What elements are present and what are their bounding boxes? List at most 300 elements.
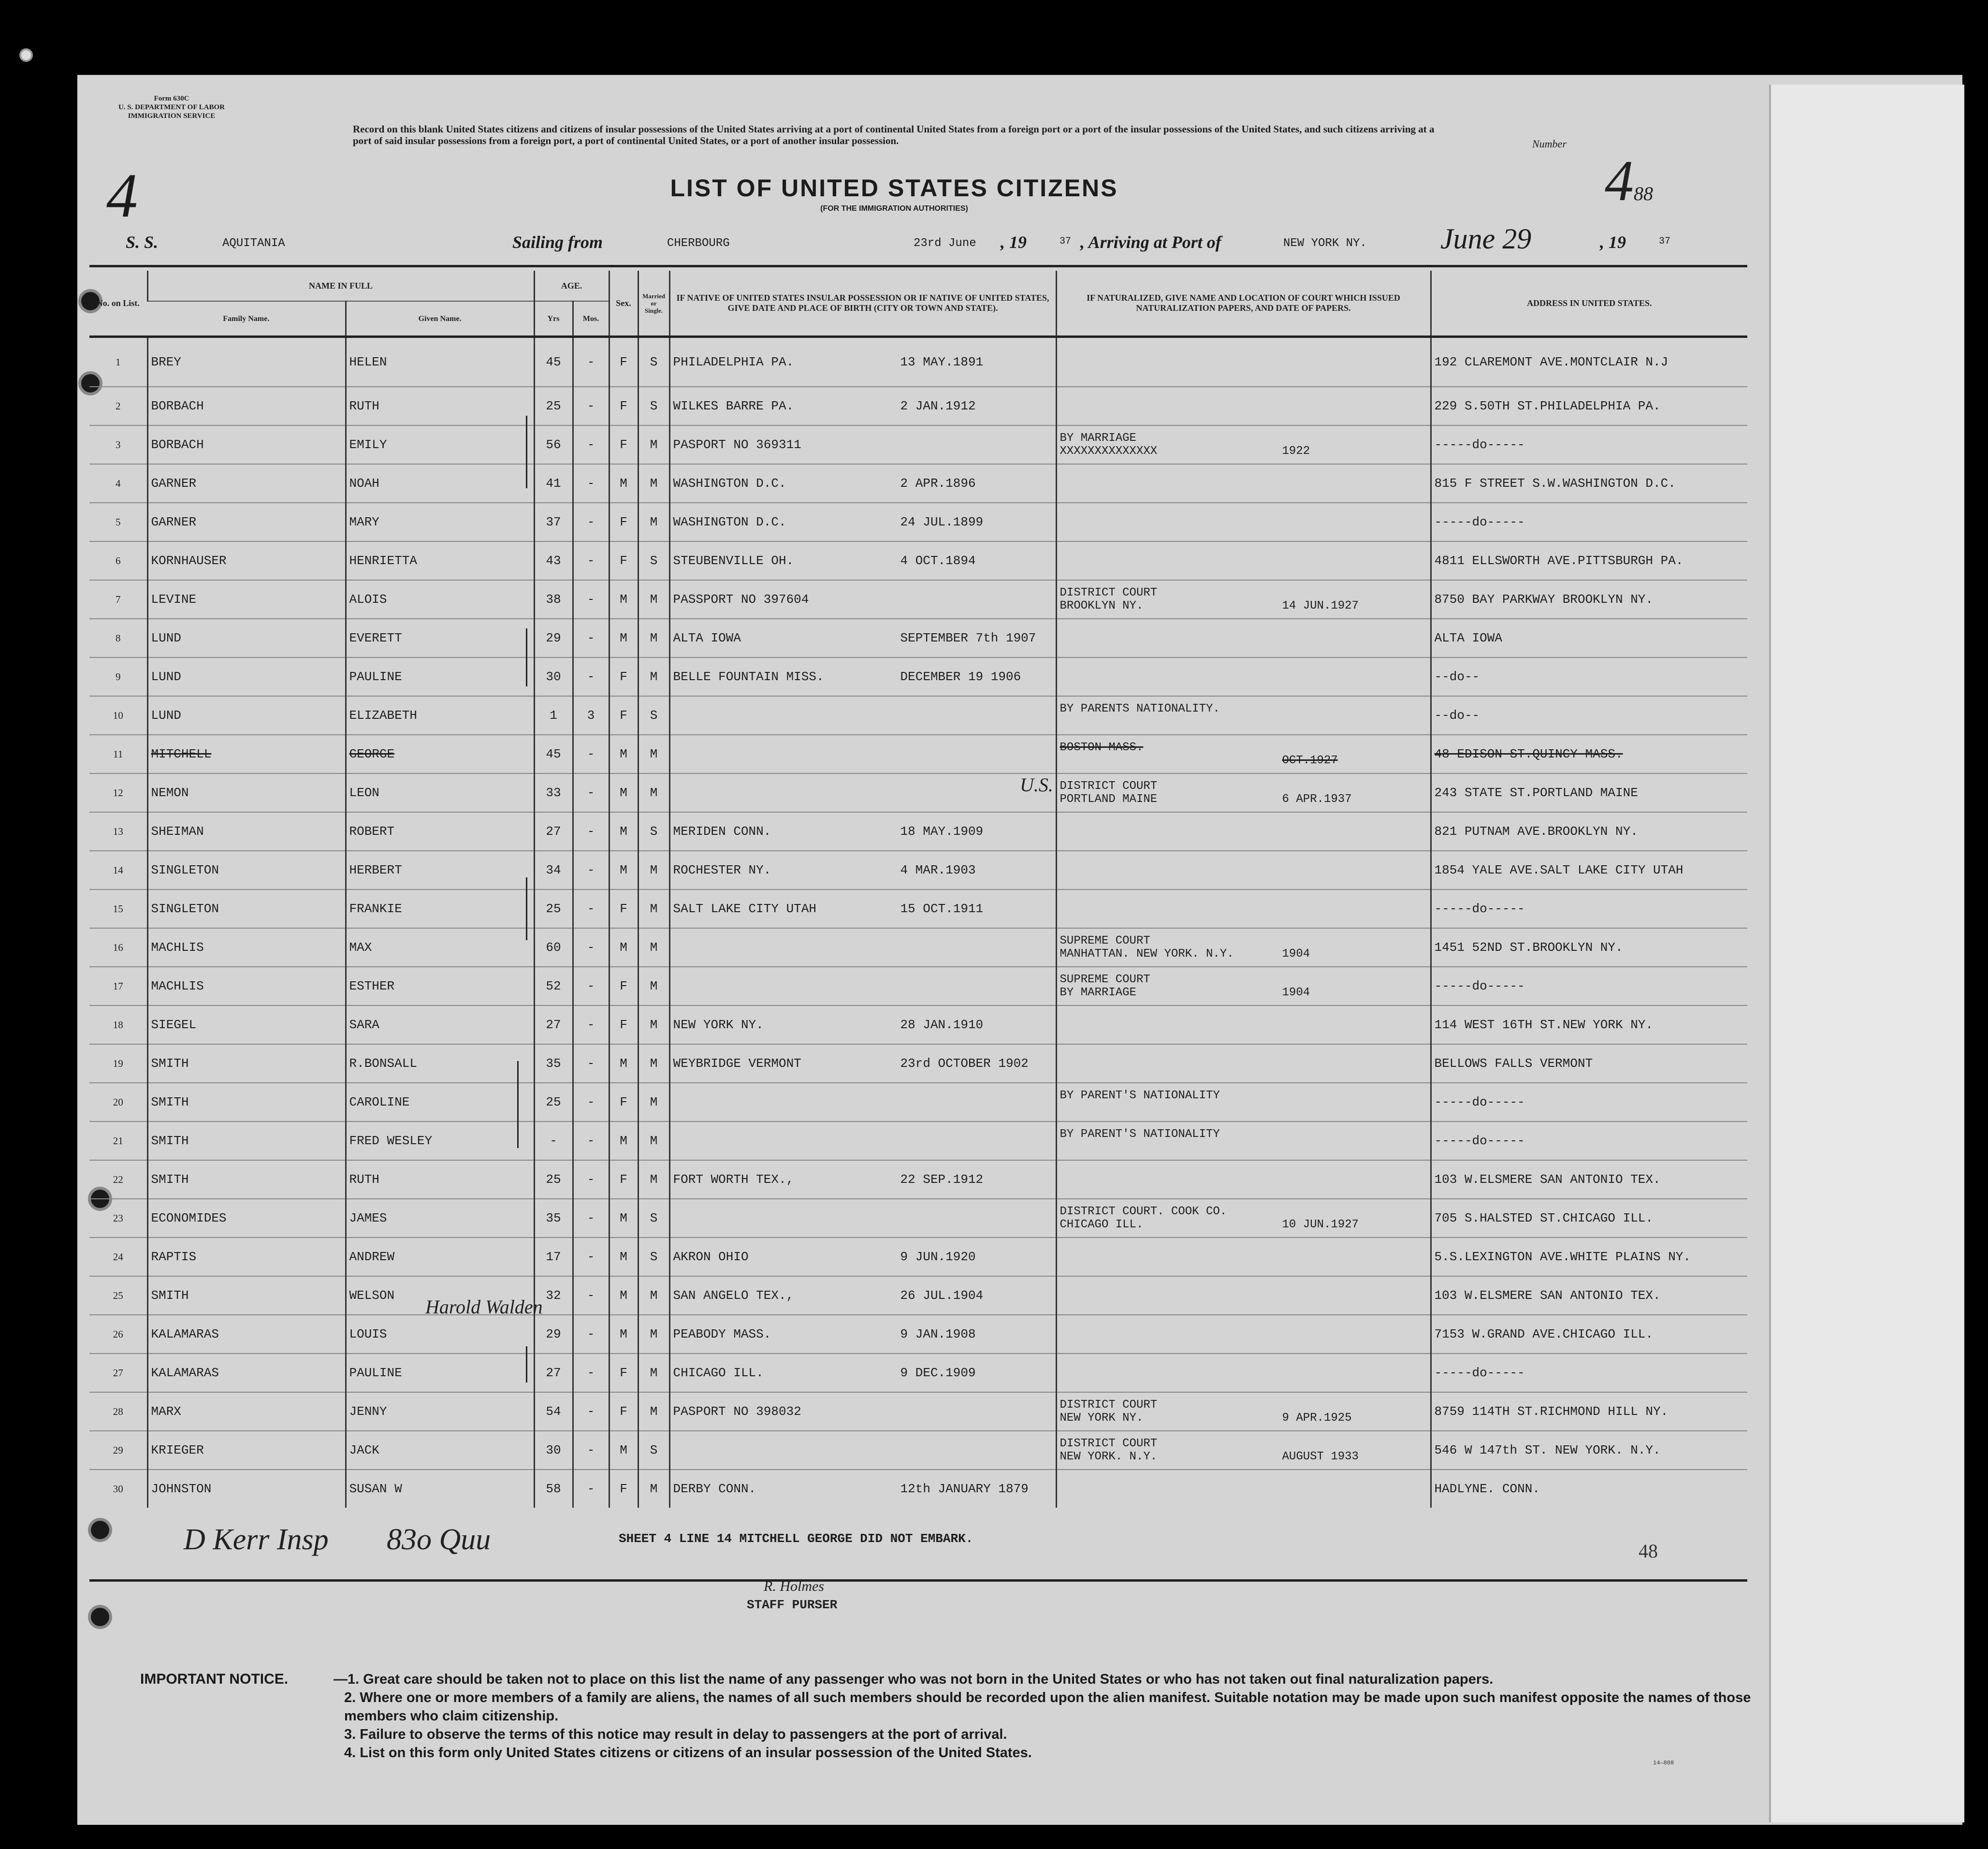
marital-status: M	[638, 580, 669, 619]
age-months: -	[573, 735, 609, 773]
us-address: 546 W 147th ST. NEW YORK. N.Y.	[1431, 1431, 1747, 1470]
arrival-year-prefix: , 19	[1600, 233, 1626, 252]
birth-place: SALT LAKE CITY UTAH	[673, 902, 816, 916]
row-number: 25	[89, 1276, 147, 1315]
arrival-port: NEW YORK NY.	[1283, 237, 1367, 250]
naturalization-court: BY PARENT'S NATIONALITY	[1059, 1089, 1220, 1102]
age-years: 27	[534, 1354, 573, 1392]
naturalization-line2	[1060, 1450, 1427, 1463]
table-row	[89, 1431, 1747, 1470]
birth-info	[669, 1276, 1056, 1315]
us-address: 815 F STREET S.W.WASHINGTON D.C.	[1431, 464, 1747, 503]
naturalization-info	[1056, 1276, 1431, 1315]
row-number: 15	[89, 889, 147, 928]
given-name: MARY	[346, 503, 534, 541]
birth-info	[669, 696, 1056, 735]
naturalization-court: BY PARENT'S NATIONALITY	[1059, 1128, 1220, 1141]
age-years: 56	[534, 425, 573, 464]
age-months: -	[573, 425, 609, 464]
naturalization-line2	[1060, 903, 1427, 916]
marital-status: M	[638, 1315, 669, 1354]
family-name: SMITH	[147, 1044, 346, 1083]
naturalization-info	[1056, 580, 1431, 619]
age-years: 25	[534, 889, 573, 928]
age-years: 45	[534, 735, 573, 773]
purser-signature: R. Holmes	[764, 1578, 824, 1594]
family-name: KORNHAUSER	[147, 541, 346, 580]
given-name: PAULINE	[346, 657, 534, 696]
signature-inspector: D Kerr Insp	[184, 1523, 329, 1556]
sex: F	[609, 1354, 638, 1392]
given-name: SARA	[346, 1005, 534, 1044]
sex: F	[609, 696, 638, 735]
birth-date: 4 MAR.1903	[900, 863, 976, 877]
age-years: 29	[534, 1315, 573, 1354]
age-months: -	[573, 1354, 609, 1392]
family-name: SIEGEL	[147, 1005, 346, 1044]
us-address: 1854 YALE AVE.SALT LAKE CITY UTAH	[1431, 851, 1747, 889]
sex: F	[609, 387, 638, 425]
sex: F	[609, 1392, 638, 1431]
naturalization-info	[1056, 503, 1431, 541]
row-number: 26	[89, 1315, 147, 1354]
age-years: 60	[534, 928, 573, 967]
given-name: SUSAN W	[346, 1470, 534, 1508]
family-name: LUND	[147, 619, 346, 657]
birth-info	[669, 1005, 1056, 1044]
birth-place: WILKES BARRE PA.	[673, 399, 794, 413]
birth-date: 18 MAY.1909	[900, 824, 984, 839]
age-months: -	[573, 773, 609, 812]
footnote: SHEET 4 LINE 14 MITCHELL GEORGE DID NOT EMBARK.	[619, 1531, 973, 1546]
naturalization-court: DISTRICT COURT	[1059, 1437, 1158, 1450]
naturalization-line2	[1060, 1173, 1427, 1186]
row-number: 14	[89, 851, 147, 889]
sex: F	[609, 1470, 638, 1508]
age-months: -	[573, 812, 609, 851]
birth-info	[669, 812, 1056, 851]
table-row	[89, 387, 1747, 425]
birth-place: PASPORT NO 398032	[673, 1404, 801, 1419]
age-years: 27	[534, 1005, 573, 1044]
birth-info	[669, 735, 1056, 773]
naturalization-line2	[1060, 1019, 1427, 1032]
birth-info	[669, 619, 1056, 657]
birth-place: STEUBENVILLE OH.	[673, 553, 794, 568]
marital-status: S	[638, 387, 669, 425]
naturalization-line2	[1060, 356, 1427, 369]
purser-title: STAFF PURSER	[747, 1598, 838, 1612]
table-row	[89, 735, 1747, 773]
form-code: 14—808	[1653, 1760, 1674, 1766]
table-row	[89, 1392, 1747, 1431]
family-name: LEVINE	[147, 580, 346, 619]
birth-place: PEABODY MASS.	[673, 1327, 771, 1341]
age-months: -	[573, 1470, 609, 1508]
age-months: -	[573, 337, 609, 387]
us-address: -----do-----	[1431, 425, 1747, 464]
passenger-table	[89, 271, 1747, 1508]
signature-annotation: 83o Quu	[387, 1523, 491, 1556]
naturalization-line2	[1060, 516, 1427, 529]
family-name: BORBACH	[147, 425, 346, 464]
family-name: KALAMARAS	[147, 1315, 346, 1354]
age-years: 25	[534, 1083, 573, 1121]
age-years: 25	[534, 387, 573, 425]
row-number: 22	[89, 1160, 147, 1199]
naturalization-info	[1056, 1083, 1431, 1121]
age-months: -	[573, 1160, 609, 1199]
age-months: -	[573, 619, 609, 657]
notice-lead: IMPORTANT NOTICE.	[140, 1671, 289, 1687]
naturalization-line2	[1060, 670, 1427, 684]
row-number: 27	[89, 1354, 147, 1392]
sailing-year-suffix: 37	[1059, 236, 1072, 247]
naturalization-date: 1904	[1282, 947, 1310, 961]
sailing-year-prefix: , 19	[1001, 233, 1027, 252]
age-months: -	[573, 1199, 609, 1238]
sex: F	[609, 1160, 638, 1199]
birth-date: 2 APR.1896	[900, 476, 976, 491]
naturalization-info	[1056, 1199, 1431, 1238]
header-sex: Sex.	[609, 271, 638, 337]
naturalization-line2	[1060, 864, 1427, 877]
given-name: ELIZABETH	[346, 696, 534, 735]
birth-place: BELLE FOUNTAIN MISS.	[673, 670, 824, 684]
naturalization-date: 10 JUN.1927	[1282, 1218, 1359, 1231]
given-name: NOAH	[346, 464, 534, 503]
marital-status: S	[638, 1431, 669, 1470]
naturalization-court: SUPREME COURT	[1059, 934, 1150, 947]
header-family-name: Family Name.	[147, 301, 346, 337]
us-address: -----do-----	[1431, 503, 1747, 541]
given-name: ESTHER	[346, 967, 534, 1005]
marital-status: M	[638, 967, 669, 1005]
given-name: MAX	[346, 928, 534, 967]
age-years: 35	[534, 1199, 573, 1238]
family-name: BREY	[147, 337, 346, 387]
bracket-mark	[526, 628, 527, 686]
table-row	[89, 619, 1747, 657]
birth-date: DECEMBER 19 1906	[900, 670, 1021, 684]
age-years: 30	[534, 1431, 573, 1470]
sex: M	[609, 580, 638, 619]
naturalization-line2	[1060, 1483, 1427, 1496]
list-number	[1605, 147, 1653, 214]
naturalization-line2	[1060, 793, 1427, 806]
notice-item: 3. Failure to observe the terms of this notice may result in delay to passengers at the port of arrival.	[344, 1727, 1007, 1742]
age-months: -	[573, 657, 609, 696]
given-name: WELSON	[346, 1276, 534, 1315]
birth-place: MERIDEN CONN.	[673, 824, 771, 839]
naturalization-info	[1056, 1005, 1431, 1044]
marital-status: M	[638, 851, 669, 889]
family-name: LUND	[147, 657, 346, 696]
row-number: 3	[89, 425, 147, 464]
table-row	[89, 1354, 1747, 1392]
naturalization-location: NEW YORK. N.Y.	[1059, 1450, 1158, 1463]
birth-date: 23rd OCTOBER 1902	[900, 1056, 1029, 1071]
naturalization-line2	[1060, 754, 1427, 767]
list-number-printed: 88	[1634, 183, 1653, 204]
naturalization-line2	[1060, 445, 1427, 458]
marital-status: M	[638, 1392, 669, 1431]
given-name: PAULINE	[346, 1354, 534, 1392]
marital-status: M	[638, 889, 669, 928]
birth-info	[669, 657, 1056, 696]
given-name: JENNY	[346, 1392, 534, 1431]
row-number: 11	[89, 735, 147, 773]
naturalization-location: NEW YORK NY.	[1059, 1412, 1144, 1425]
given-name: HELEN	[346, 337, 534, 387]
us-address: 8750 BAY PARKWAY BROOKLYN NY.	[1431, 580, 1747, 619]
header-top-rule	[89, 265, 1747, 267]
sailing-date: 23rd June	[914, 237, 976, 250]
list-number-handwritten: 4	[1605, 148, 1634, 213]
given-name: LEON	[346, 773, 534, 812]
sex: F	[609, 337, 638, 387]
table-row	[89, 1470, 1747, 1508]
naturalization-court: BY MARRIAGE	[1059, 432, 1136, 445]
table-row	[89, 1199, 1747, 1238]
table-row	[89, 1276, 1747, 1315]
row-number: 30	[89, 1470, 147, 1508]
naturalization-line2	[1060, 1251, 1427, 1264]
header-name-in-full: NAME IN FULL	[147, 271, 534, 301]
table-row	[89, 1121, 1747, 1160]
table-bottom-rule	[89, 1579, 1747, 1582]
table-row	[89, 773, 1747, 812]
birth-info	[669, 464, 1056, 503]
naturalization-line2	[1060, 986, 1427, 999]
us-address: 7153 W.GRAND AVE.CHICAGO ILL.	[1431, 1315, 1747, 1354]
marital-status: M	[638, 1005, 669, 1044]
marital-status: S	[638, 541, 669, 580]
birth-date: 9 JUN.1920	[900, 1250, 976, 1264]
sex: F	[609, 541, 638, 580]
given-name: FRED WESLEY	[346, 1121, 534, 1160]
marital-status: M	[638, 1160, 669, 1199]
age-months: -	[573, 1005, 609, 1044]
birth-place: CHICAGO ILL.	[673, 1366, 764, 1380]
naturalization-info	[1056, 851, 1431, 889]
age-months: -	[573, 464, 609, 503]
table-row	[89, 812, 1747, 851]
row-number: 7	[89, 580, 147, 619]
table-row	[89, 657, 1747, 696]
naturalization-info	[1056, 619, 1431, 657]
naturalization-info	[1056, 1315, 1431, 1354]
age-years: 30	[534, 657, 573, 696]
us-address: 103 W.ELSMERE SAN ANTONIO TEX.	[1431, 1160, 1747, 1199]
table-row	[89, 337, 1747, 387]
table-row	[89, 967, 1747, 1005]
marital-status: S	[638, 1199, 669, 1238]
birth-info	[669, 1044, 1056, 1083]
naturalization-line2	[1060, 1328, 1427, 1341]
header-no: No. on List.	[96, 298, 140, 308]
bracket-mark	[526, 877, 527, 940]
naturalization-info	[1056, 337, 1431, 387]
naturalization-info	[1056, 541, 1431, 580]
birth-place: WASHINGTON D.C.	[673, 476, 786, 491]
age-years: 52	[534, 967, 573, 1005]
birth-info	[669, 580, 1056, 619]
table-row	[89, 889, 1747, 928]
age-months: -	[573, 1083, 609, 1121]
table-row	[89, 1315, 1747, 1354]
family-name: SMITH	[147, 1276, 346, 1315]
sex: M	[609, 619, 638, 657]
birth-info	[669, 503, 1056, 541]
us-address: 1451 52ND ST.BROOKLYN NY.	[1431, 928, 1747, 967]
naturalization-date: 6 APR.1937	[1282, 793, 1352, 806]
naturalization-location: XXXXXXXXXXXXXX	[1059, 445, 1158, 458]
table-row	[89, 1044, 1747, 1083]
naturalization-line2	[1060, 1141, 1427, 1154]
ship-name: AQUITANIA	[222, 237, 285, 250]
birth-info	[669, 1431, 1056, 1470]
birth-date: 15 OCT.1911	[900, 902, 984, 916]
birth-info	[669, 541, 1056, 580]
naturalization-location: BY MARRIAGE	[1059, 986, 1136, 999]
marital-status: S	[638, 696, 669, 735]
arriving-label: , Arriving at Port of	[1080, 233, 1221, 252]
marital-status: M	[638, 425, 669, 464]
sex: M	[609, 1315, 638, 1354]
row-number: 10	[89, 696, 147, 735]
bracket-mark	[526, 416, 527, 488]
age-years: 41	[534, 464, 573, 503]
birth-date: 22 SEP.1912	[900, 1172, 984, 1187]
marital-status: M	[638, 1121, 669, 1160]
age-months: -	[573, 1121, 609, 1160]
page-subtitle: (FOR THE IMMIGRATION AUTHORITIES)	[820, 204, 968, 213]
family-name: SHEIMAN	[147, 812, 346, 851]
sex: M	[609, 1276, 638, 1315]
given-name: GEORGE	[346, 735, 534, 773]
naturalization-info	[1056, 1354, 1431, 1392]
sex: M	[609, 1044, 638, 1083]
marital-status: M	[638, 619, 669, 657]
naturalization-line2	[1060, 947, 1427, 961]
naturalization-line2	[1060, 1412, 1427, 1425]
age-months: -	[573, 387, 609, 425]
age-months: 3	[573, 696, 609, 735]
family-name: NEMON	[147, 773, 346, 812]
age-years: 34	[534, 851, 573, 889]
marital-status: M	[638, 464, 669, 503]
sex: M	[609, 1199, 638, 1238]
us-address: -----do-----	[1431, 1121, 1747, 1160]
arrival-date: June 29	[1440, 223, 1532, 255]
naturalization-court: DISTRICT COURT	[1059, 780, 1158, 793]
family-name: MITCHELL	[147, 735, 346, 773]
us-address: 229 S.50TH ST.PHILADELPHIA PA.	[1431, 387, 1747, 425]
marital-status: M	[638, 657, 669, 696]
corner-handwritten-number: 4	[106, 161, 138, 231]
birth-info	[669, 337, 1056, 387]
row-number: 23	[89, 1199, 147, 1238]
birth-info	[669, 1238, 1056, 1276]
birth-info	[669, 1470, 1056, 1508]
us-address: 103 W.ELSMERE SAN ANTONIO TEX.	[1431, 1276, 1747, 1315]
us-address: 821 PUTNAM AVE.BROOKLYN NY.	[1431, 812, 1747, 851]
age-years: 38	[534, 580, 573, 619]
header-mos: Mos.	[573, 301, 609, 337]
naturalization-info	[1056, 1121, 1431, 1160]
row-number: 16	[89, 928, 147, 967]
birth-info	[669, 967, 1056, 1005]
birth-place: ALTA IOWA	[673, 631, 741, 645]
age-months: -	[573, 851, 609, 889]
us-address: -----do-----	[1431, 1354, 1747, 1392]
row-number: 2	[89, 387, 147, 425]
row-number: 9	[89, 657, 147, 696]
birth-info	[669, 425, 1056, 464]
age-months: -	[573, 1431, 609, 1470]
row-number: 29	[89, 1431, 147, 1470]
service-name: IMMIGRATION SERVICE	[128, 112, 216, 120]
marital-status: M	[638, 928, 669, 967]
row-number: 24	[89, 1238, 147, 1276]
birth-info	[669, 928, 1056, 967]
sex: M	[609, 928, 638, 967]
naturalization-info	[1056, 1470, 1431, 1508]
age-years: 35	[534, 1044, 573, 1083]
naturalization-line2	[1060, 1367, 1427, 1380]
family-name: RAPTIS	[147, 1238, 346, 1276]
header-yrs: Yrs	[534, 301, 573, 337]
naturalization-date: AUGUST 1933	[1282, 1450, 1359, 1463]
birth-date: 26 JUL.1904	[900, 1288, 984, 1303]
naturalization-court: DISTRICT COURT	[1059, 586, 1158, 599]
age-months: -	[573, 967, 609, 1005]
birth-date: 28 JAN.1910	[900, 1018, 984, 1032]
age-months: -	[573, 1315, 609, 1354]
naturalization-info	[1056, 1160, 1431, 1199]
age-years: 32	[534, 1276, 573, 1315]
naturalization-date: 1904	[1282, 986, 1310, 999]
naturalization-line2	[1060, 1102, 1427, 1115]
row-number: 18	[89, 1005, 147, 1044]
naturalization-info	[1056, 889, 1431, 928]
naturalization-info	[1056, 928, 1431, 967]
age-years: 54	[534, 1392, 573, 1431]
age-years: -	[534, 1121, 573, 1160]
age-years: 25	[534, 1160, 573, 1199]
age-months: -	[573, 1238, 609, 1276]
age-months: -	[573, 1276, 609, 1315]
given-name: JACK	[346, 1431, 534, 1470]
sex: M	[609, 812, 638, 851]
naturalization-info	[1056, 387, 1431, 425]
table-row	[89, 1083, 1747, 1121]
given-name: FRANKIE	[346, 889, 534, 928]
marital-status: M	[638, 1044, 669, 1083]
table-row	[89, 580, 1747, 619]
row-number: 4	[89, 464, 147, 503]
birth-date: 9 JAN.1908	[900, 1327, 976, 1341]
marital-status: M	[638, 1083, 669, 1121]
sex: F	[609, 967, 638, 1005]
marital-status: M	[638, 773, 669, 812]
us-address: 114 WEST 16TH ST.NEW YORK NY.	[1431, 1005, 1747, 1044]
row-number: 20	[89, 1083, 147, 1121]
sheet-edge	[1769, 85, 1964, 1822]
family-name: SINGLETON	[147, 889, 346, 928]
birth-info	[669, 1199, 1056, 1238]
